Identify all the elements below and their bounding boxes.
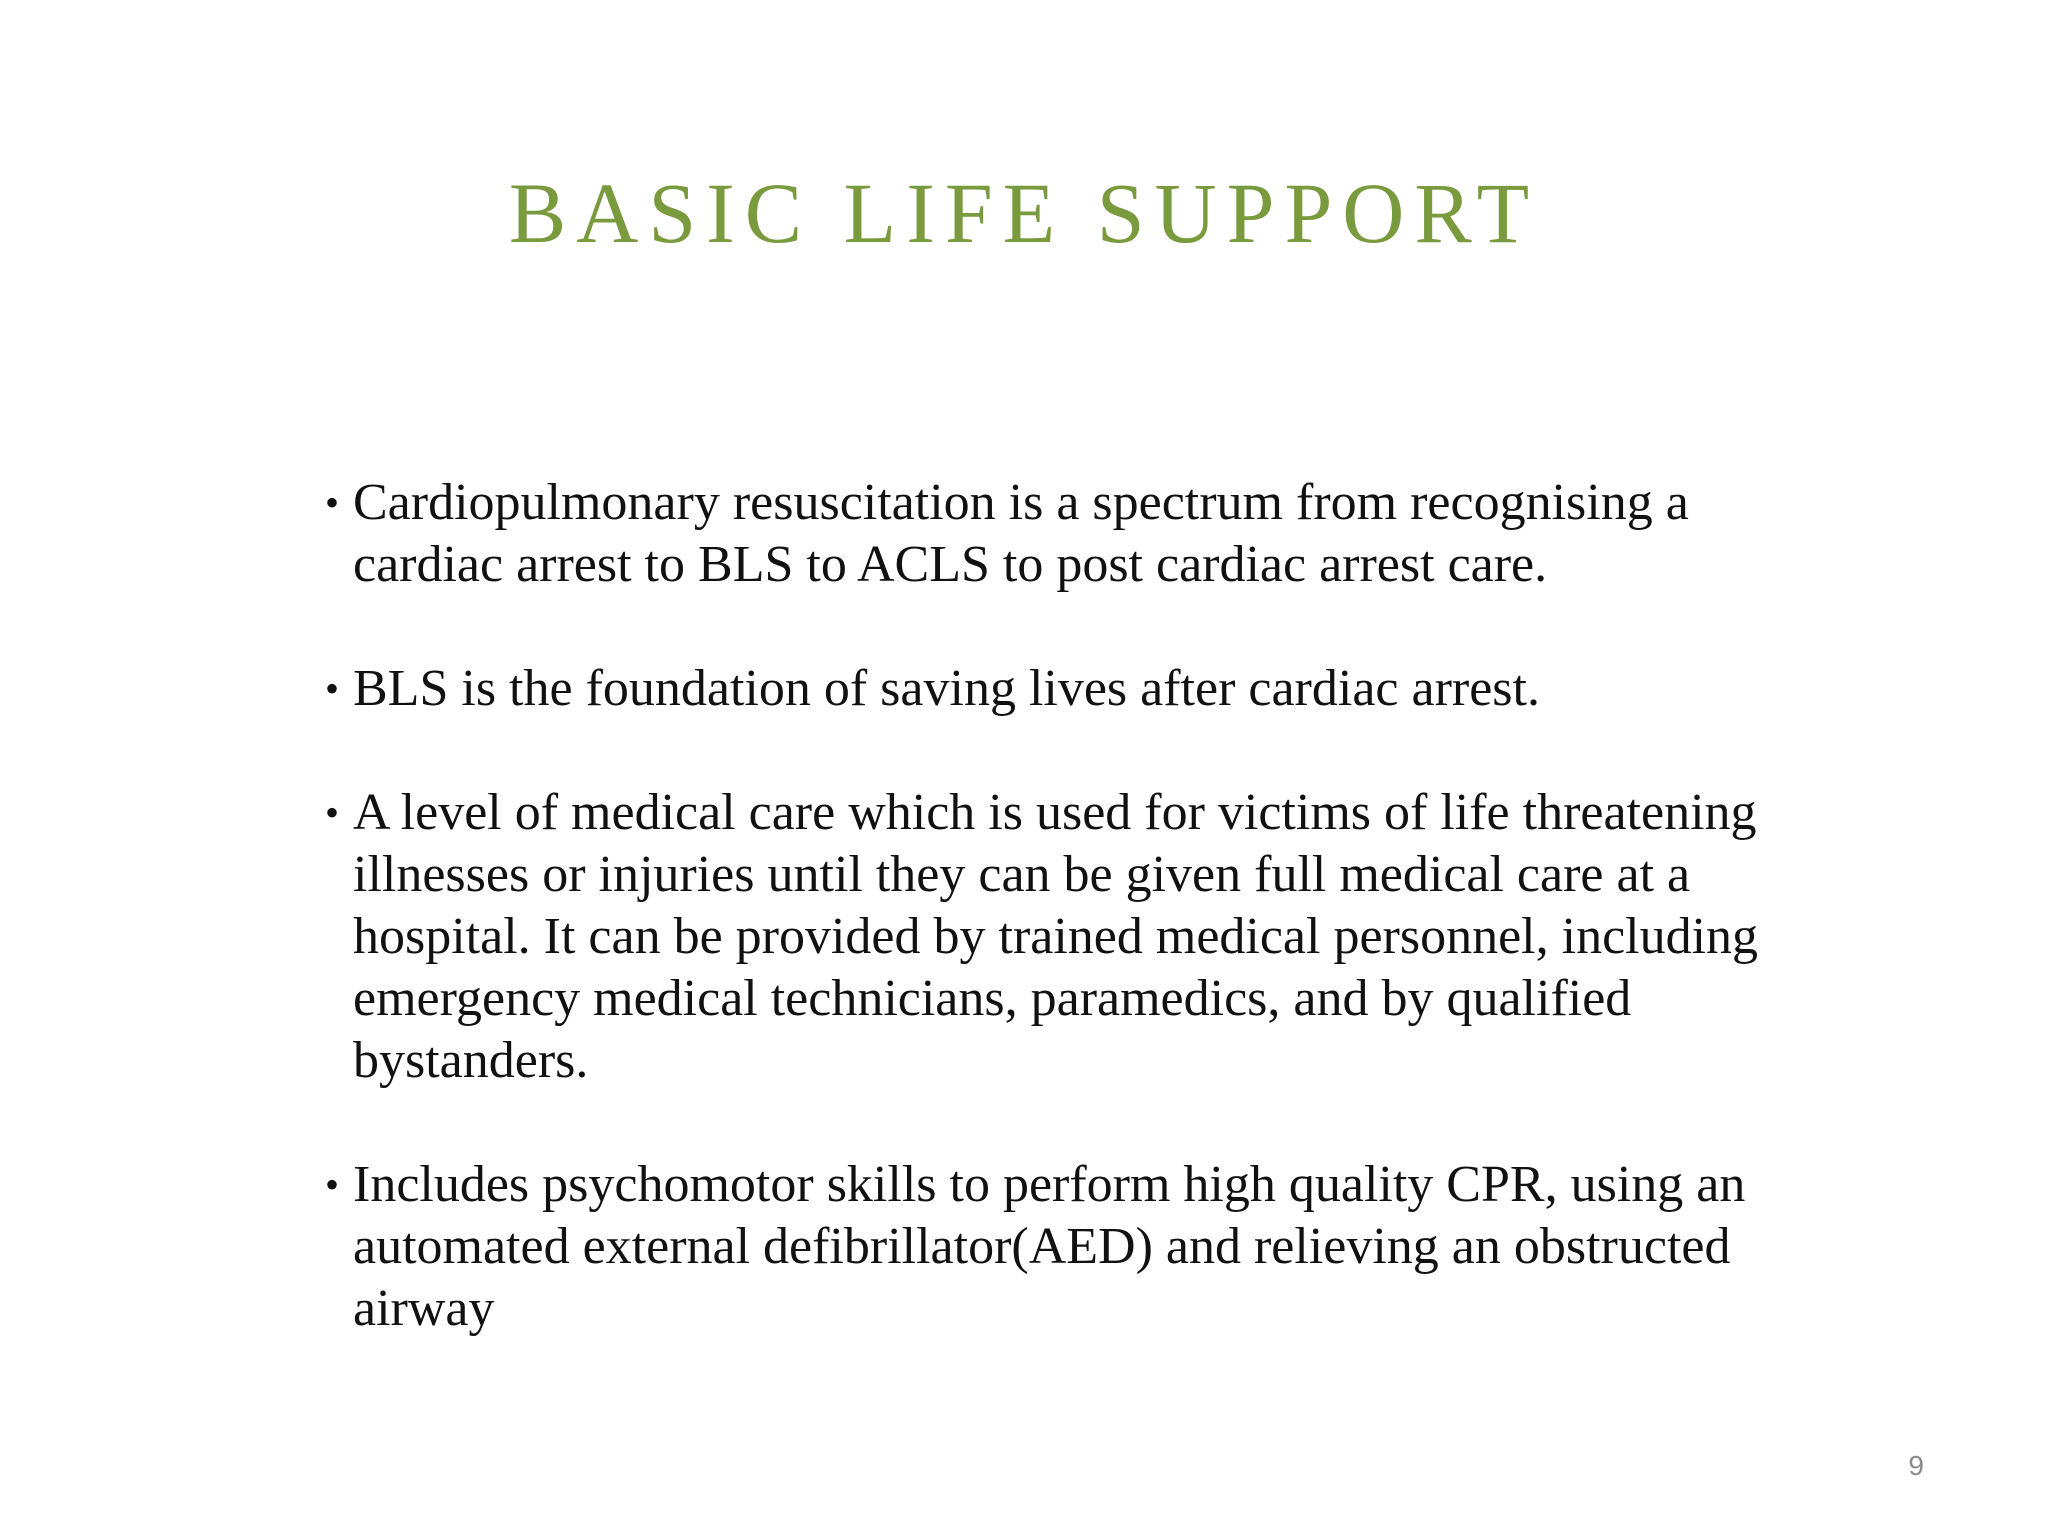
bullet-text: Cardiopulmonary resuscitation is a spectrum from recognising a cardiac arrest to BLS to ACLS to post cardiac arrest care. [353, 474, 1689, 593]
bullet-icon: • [325, 1162, 340, 1207]
bullet-icon: • [325, 790, 340, 835]
bullet-list [325, 472, 1845, 1402]
bullet-item [325, 1154, 1845, 1340]
slide-title: BASIC LIFE SUPPORT [508, 165, 1540, 261]
bullet-item [325, 472, 1845, 596]
bullet-text: A level of medical care which is used for victims of life threatening illnesses or injuries until they can be given full medical care at a hospital. It can be provided by trained medical personnel, including emergency medical technicians, paramedics, and by qualified bystanders. [353, 784, 1759, 1089]
bullet-icon: • [325, 480, 340, 525]
bullet-icon: • [325, 666, 340, 711]
bullet-text: Includes psychomotor skills to perform high quality CPR, using an automated external defibrillator(AED) and relieving an obstructed airway [353, 1156, 1746, 1337]
bullet-text: BLS is the foundation of saving lives after cardiac arrest. [353, 660, 1540, 717]
page-number: 9 [1908, 1450, 1924, 1481]
bullet-item [325, 782, 1845, 1092]
bullet-item [325, 658, 1845, 720]
